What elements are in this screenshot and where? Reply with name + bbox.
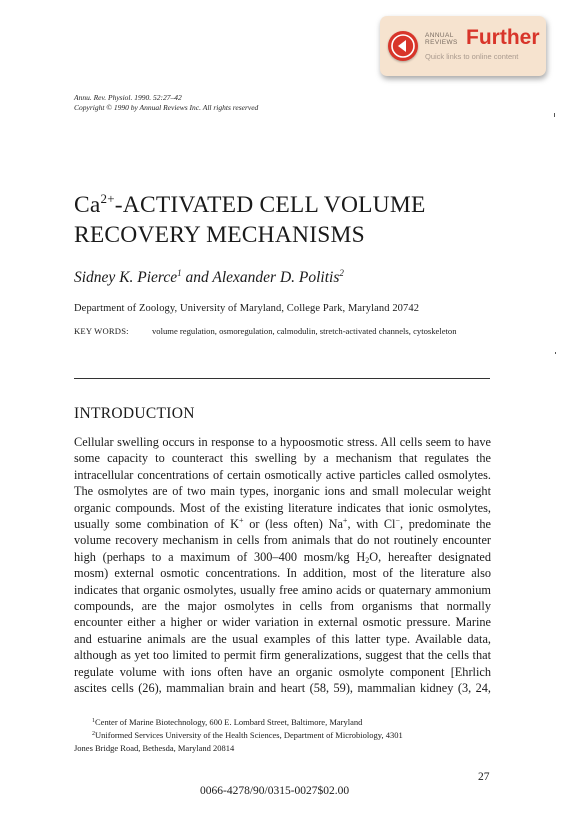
footnote-text-2: Uniformed Services University of the Health Sciences, Department of Microbiology, 4301 [95,730,403,740]
keywords-label: KEY WORDS: [74,326,129,336]
scan-speck [555,352,556,354]
further-badge-link[interactable] [380,16,546,76]
further-wordmark: Further [466,26,540,49]
author-conjunction: and [181,269,213,286]
title-ion-charge: 2+ [100,191,115,206]
chloride-charge: − [395,516,400,526]
paragraph-text-part: , with Cl [347,517,396,532]
paragraph-text-part: or (less often) Na [243,517,343,532]
title-line-2: RECOVERY MECHANISMS [74,222,365,248]
author-affiliation: Department of Zoology, University of Maryland, College Park, Maryland 20742 [74,303,420,314]
title-line-1: -ACTIVATED CELL VOLUME [114,192,426,218]
footnote-text-1: Center of Marine Biotechnology, 600 E. Lombard Street, Baltimore, Maryland [95,717,363,727]
author-name-1: Sidney K. Pierce [74,269,178,286]
journal-citation: Annu. Rev. Physiol. 1990. 52:27–42 [74,93,182,102]
footnote-2 [92,730,403,741]
title-ion: Ca [74,192,101,218]
section-divider [74,378,490,379]
scan-speck [554,113,555,117]
publisher-name-bottom: REVIEWS [425,39,458,46]
author-footnote-mark-2: 2 [339,268,344,278]
author-name-2: Alexander D. Politis [212,269,340,286]
publisher-name-top: ANNUAL [425,32,454,39]
water-subscript: 2 [365,555,370,565]
footnote-mark-1: 1 [92,718,95,724]
issn-price-code: 0066-4278/90/0315-0027$02.00 [200,785,350,797]
footnote-2-continued: Jones Bridge Road, Bethesda, Maryland 20814 [74,743,235,753]
paragraph-text-part: O, hereafter designated mosm) external osmotic concentrations. In addition, most of the literature also indicates that organic osmolytes, usually free amino acids or quaternary ammonium compounds, are the major osmolytes in cells from organisms that normally encounter either a higher or wider variation in external osmotic pressure. Marine and estuarine animals are the usual examples of this latter type. Available data, although as yet too limited to permit firm generalizations, suggest that the cells that regulate volume with ions often have an organic osmolyte component [Ehrlich ascites cells (26), mammalian brain and heart (58, 59), mammalian kidney (3, 24, [74,549,492,696]
keywords-list: volume regulation, osmoregulation, calmodulin, stretch-activated channels, cytoskeleton [152,326,457,336]
article-title [74,190,426,250]
footnote-mark-2: 2 [92,731,95,737]
section-heading: INTRODUCTION [74,405,195,422]
author-list [74,268,344,288]
potassium-charge: + [239,516,244,526]
introduction-paragraph [74,434,491,697]
paragraph-text-part: Cellular swelling occurs in response to a hypoosmotic stress. All cells seem to have some capacity to counteract this swelling by a mechanism that regulates the intracellular concentrations of certain osmotically active particles called osmolytes. The osmolytes are of two main types, inorganic ions and small molecular weight organic compounds. Most of the existing literature indicates that ionic osmolytes, usually some combination of K [74,435,491,532]
page-number: 27 [478,771,490,783]
paragraph-text-part: , predominate the volume recovery mechanism in cells from animals that do not routinely encounter high (perhaps to a maximum of 300–400 mosm/kg H [74,517,491,564]
sodium-charge: + [342,516,348,526]
copyright-notice: Copyright © 1990 by Annual Reviews Inc. All rights reserved [74,103,259,112]
badge-tagline: Quick links to online content [425,52,519,61]
footnote-1 [92,717,362,728]
author-footnote-mark-1: 1 [177,268,182,278]
arrow-left-icon [388,31,418,61]
